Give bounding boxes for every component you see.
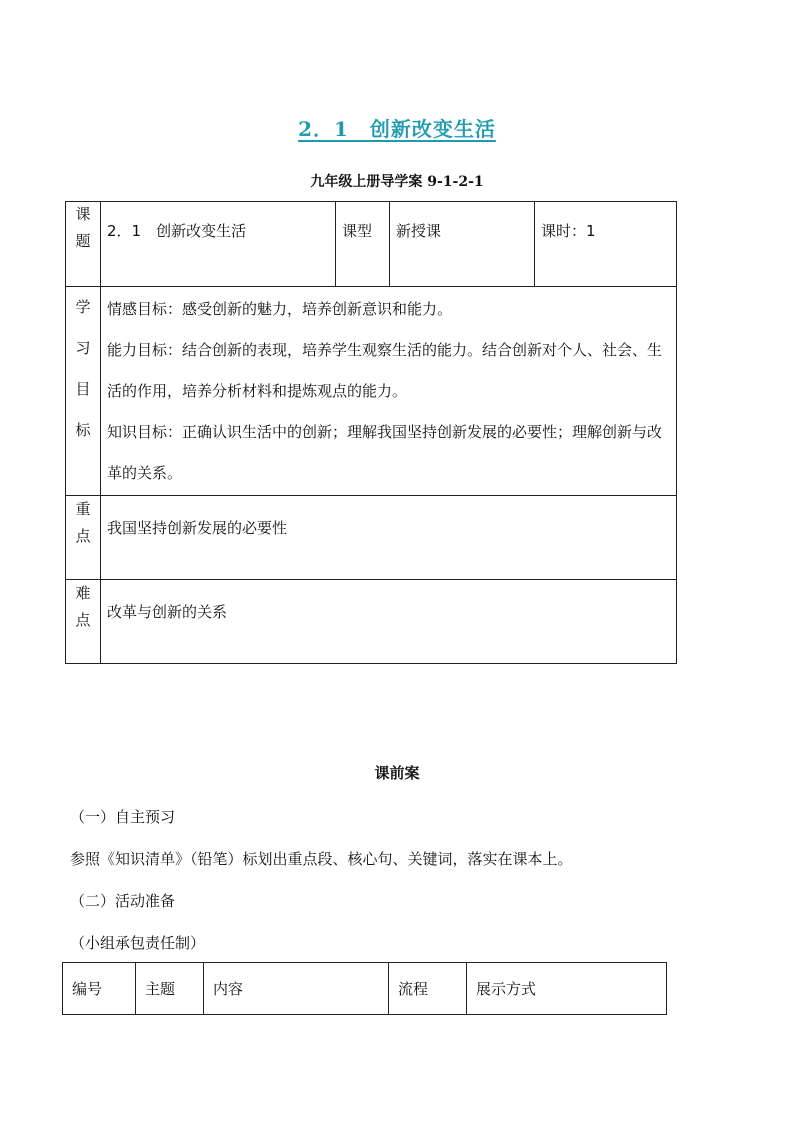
header-content: 内容 — [204, 963, 389, 1015]
type-value: 新授课 — [390, 202, 535, 287]
key-point-text: 我国坚持创新发展的必要性 — [101, 496, 677, 580]
label-topic: 课 题 — [66, 202, 101, 287]
goal-ability: 能力目标：结合创新的表现，培养学生观察生活的能力。结合创新对个人、社会、生活的作用，培养分析材料和提炼观点的能力。 — [107, 341, 663, 400]
group-responsibility-note: （小组承包责任制） — [70, 934, 206, 952]
header-number: 编号 — [63, 963, 136, 1015]
table-row-key-point — [66, 496, 677, 580]
header-process: 流程 — [389, 963, 467, 1015]
difficulty-text: 改革与创新的关系 — [101, 580, 677, 664]
pre-class-title: 课前案 — [374, 764, 420, 782]
topic-value: 2．1 创新改变生活 — [101, 202, 336, 287]
goal-emotion: 情感目标：感受创新的魅力，培养创新意识和能力。 — [107, 300, 453, 318]
header-presentation: 展示方式 — [467, 963, 667, 1015]
goal-knowledge: 知识目标：正确认识生活中的创新；理解我国坚持创新发展的必要性；理解创新与改革的关系。 — [107, 423, 663, 482]
section-self-study: （一）自主预习 — [70, 808, 176, 826]
table-row-topic — [66, 202, 677, 287]
period-value: 课时：1 — [535, 202, 677, 287]
page-subtitle: 九年级上册导学案 9-1-2-1 — [310, 174, 484, 190]
lesson-info-table — [65, 201, 677, 664]
table-row-difficulty — [66, 580, 677, 664]
label-difficulty: 难 点 — [66, 580, 101, 664]
activity-table — [62, 962, 667, 1015]
section-activity-prep: （二）活动准备 — [70, 892, 176, 910]
table-row-goals — [66, 287, 677, 496]
table-row — [63, 963, 667, 1015]
learning-goals — [101, 287, 677, 496]
type-label: 课型 — [336, 202, 390, 287]
label-key-point: 重 点 — [66, 496, 101, 580]
header-theme: 主题 — [136, 963, 204, 1015]
page-title: 2．1 创新改变生活 — [298, 117, 496, 141]
label-goals: 学 习 目 标 — [66, 287, 101, 496]
self-study-instruction: 参照《知识清单》（铅笔）标划出重点段、核心句、关键词，落实在课本上。 — [70, 850, 573, 868]
